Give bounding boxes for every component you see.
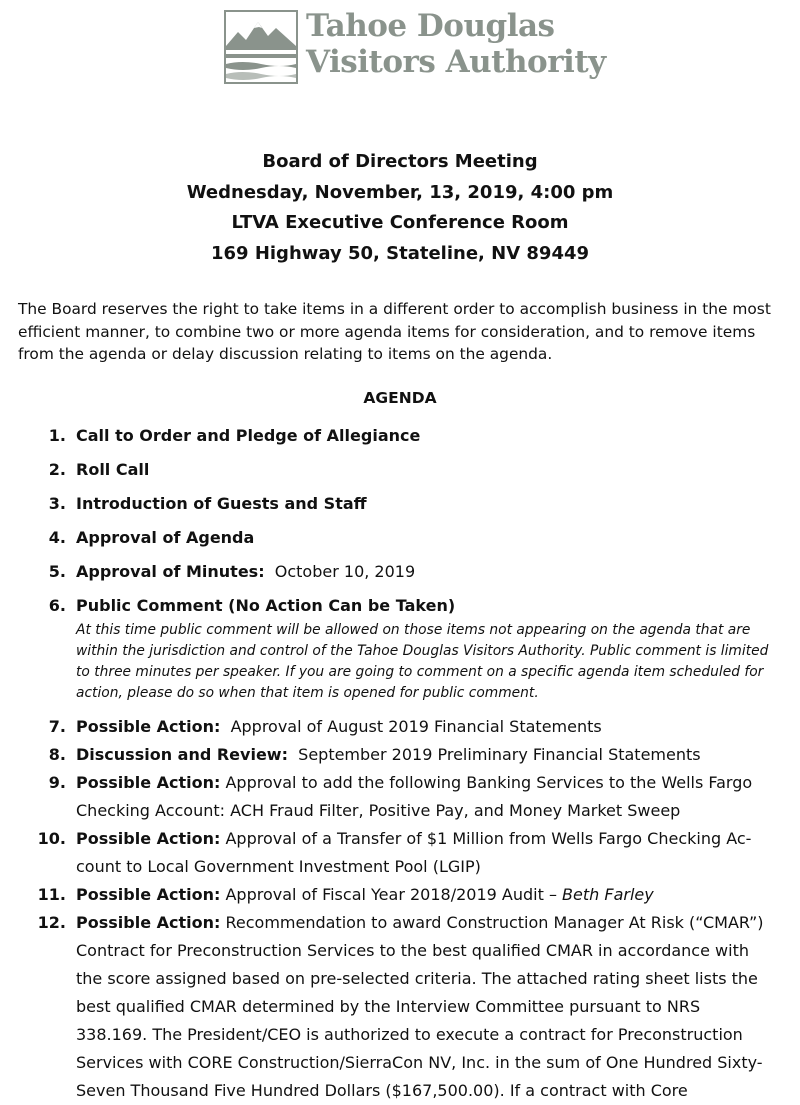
item-number: 10. (37, 829, 66, 848)
item-label: Possible Action: (76, 913, 221, 932)
logo-line-1: Tahoe Douglas (306, 8, 555, 44)
item-text: Approval of August 2019 Financial Statements (230, 717, 602, 736)
item-number: 2. (48, 460, 66, 479)
public-comment-note: At this time public comment will be allowed on those items not appearing on the agenda that are within the jurisdiction and control of the Tahoe Douglas Visitors Authority. Public comment is limited to three minutes per speaker. If you are going to comment on a specific agenda item scheduled for action, please do so when that item is opened for public comment. (76, 622, 769, 701)
intro-paragraph: The Board reserves the right to take items in a different order to accomplish business in the most efficient manner, to combine two or more agenda items for consideration, and to remove items from the agenda or delay discussion relating to items on the agenda. (18, 300, 771, 363)
item-text: Approval of a Transfer of $1 Million from Wells Fargo Checking Ac-count to Local Government Investment Pool (LGIP) (76, 829, 752, 876)
item-label: Approval of Minutes: (76, 562, 265, 581)
item-label: Approval of Agenda (76, 528, 255, 547)
logo-wordmark (306, 8, 606, 80)
item-text: October 10, 2019 (274, 562, 416, 581)
item-number: 8. (48, 745, 66, 764)
item-number: 11. (37, 885, 66, 904)
logo-line-2: Visitors Authority (306, 44, 606, 80)
organization-logo (224, 8, 606, 88)
item-label: Possible Action: (76, 717, 221, 736)
item-number: 12. (37, 913, 66, 932)
meeting-datetime: Wednesday, November, 13, 2019, 4:00 pm (186, 181, 614, 203)
meeting-title: Board of Directors Meeting (262, 151, 538, 172)
item-number: 3. (48, 494, 66, 513)
meeting-header (0, 147, 800, 269)
meeting-address: 169 Highway 50, Stateline, NV 89449 (210, 242, 590, 264)
item-label: Call to Order and Pledge of Allegiance (76, 426, 421, 445)
item-number: 6. (48, 596, 66, 615)
item-number: 9. (48, 773, 66, 792)
item-presenter: Beth Farley (562, 885, 654, 904)
item-label: Introduction of Guests and Staff (76, 494, 367, 513)
meeting-location: LTVA Executive Conference Room (231, 212, 569, 233)
mountain-lake-logo-icon (224, 10, 298, 84)
item-label: Possible Action: (76, 773, 221, 792)
item-text: Recommendation to award Construction Manager At Risk (“CMAR”) Contract for Preconstruction Services to the best qualified CMAR in accordance with the score assigned based on pre-selected criteria. The attached rating sheet lists the best qualified CMAR determined by the Interview Committee pursuant to NRS 338.169. The President/CEO is authorized to execute a contract for Preconstruction Services with CORE Construction/SierraCon NV, Inc. in the sum of One Hundred Sixty-Seven Thousand Five Hundred Dollars ($167,500.00). If a contract with Core (76, 913, 764, 1100)
item-label: Possible Action: (76, 885, 221, 904)
item-number: 4. (48, 528, 66, 547)
item-text: September 2019 Preliminary Financial Statements (298, 745, 701, 764)
item-number: 5. (48, 562, 66, 581)
item-text: Approval of Fiscal Year 2018/2019 Audit – (225, 885, 557, 904)
item-label: Public Comment (No Action Can be Taken) (76, 596, 456, 615)
agenda-heading: AGENDA (363, 389, 437, 407)
item-label: Possible Action: (76, 829, 221, 848)
item-number: 1. (48, 426, 66, 445)
item-label: Discussion and Review: (76, 745, 288, 764)
item-text: Approval to add the following Banking Services to the Wells Fargo Checking Account: ACH Fraud Filter, Positive Pay, and Money Market Sweep (76, 773, 753, 820)
item-number: 7. (48, 717, 66, 736)
item-label: Roll Call (76, 460, 150, 479)
